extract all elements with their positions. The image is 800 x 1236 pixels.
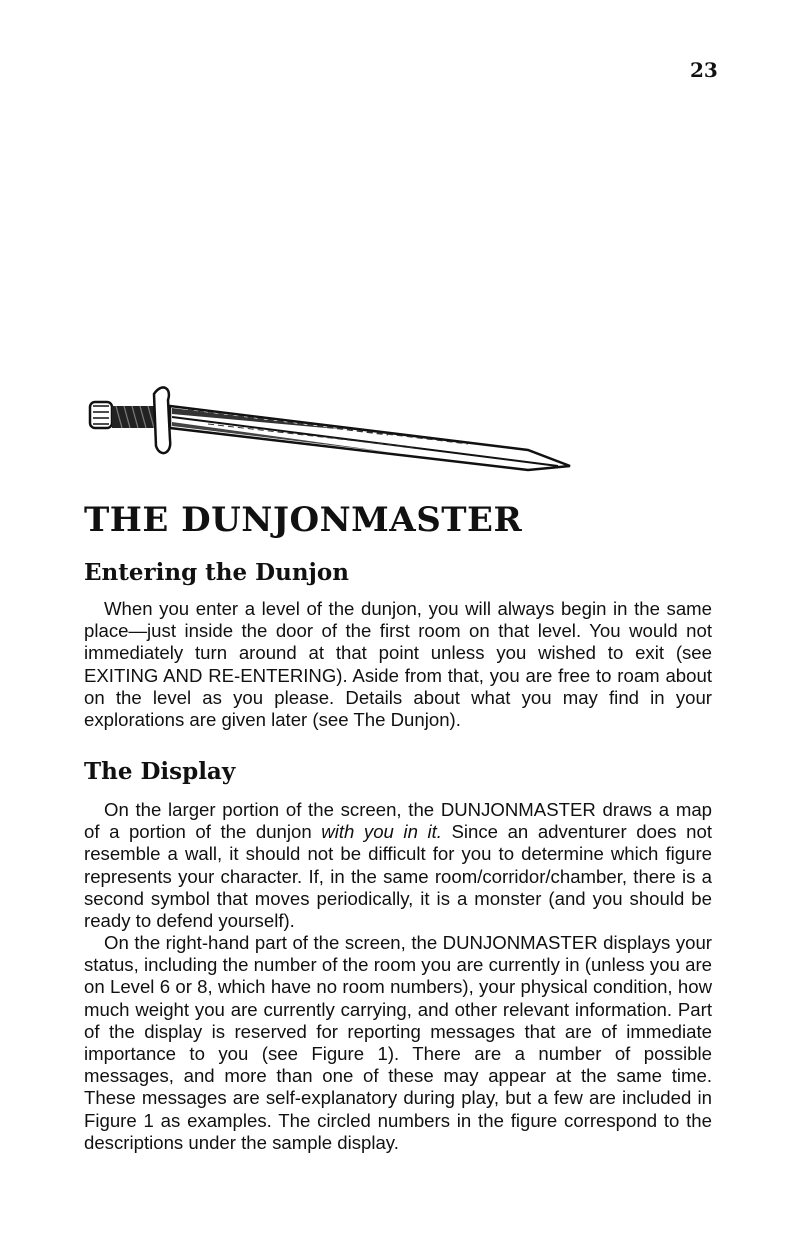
section-heading-entering: Entering the Dunjon: [84, 559, 349, 586]
paragraph-text: Since an adventurer does not resemble a wall, it should not be difficult for you to determine which figure represents your character. If, in the same room/corridor/chamber, there is a second symbol that moves periodically, it is a monster (and you should be ready to defend yourself).: [84, 821, 712, 932]
emphasized-text: with you in it.: [321, 821, 442, 843]
paragraph: On the right-hand part of the screen, the DUNJONMASTER displays your status, including the number of the room you are currently in (unless you are on Level 6 or 8, which have no room numbers), your physical condition, how much weight you are currently carrying, and other relevant information. Part of the display is reserved for reporting messages that are of immediate importance to you (see Figure 1). There are a number of possible messages, and more than one of these may appear at the same time. These messages are self-explanatory during play, but a few are included in Figure 1 as examples. The circled numbers in the figure correspond to the descriptions under the sample display.: [84, 932, 712, 1153]
section-heading-display: The Display: [84, 758, 236, 785]
paragraph: [84, 799, 712, 932]
chapter-title: THE DUNJONMASTER: [84, 500, 523, 540]
paragraph: When you enter a level of the dunjon, you will always begin in the same place—just inside the door of the first room on that level. You would not immediately turn around at that point unless you wished to exit (see EXITING AND RE-ENTERING). Aside from that, you are free to roam about on the level as you please. Details about what you may find in your explorations are given later (see The Dunjon).: [84, 598, 712, 731]
sword-icon: [88, 380, 578, 480]
paragraph-text: On the larger portion of the screen, the DUNJONMASTER draws a map of a portion of the dunjon: [84, 799, 712, 843]
page-number: 23: [690, 58, 718, 82]
